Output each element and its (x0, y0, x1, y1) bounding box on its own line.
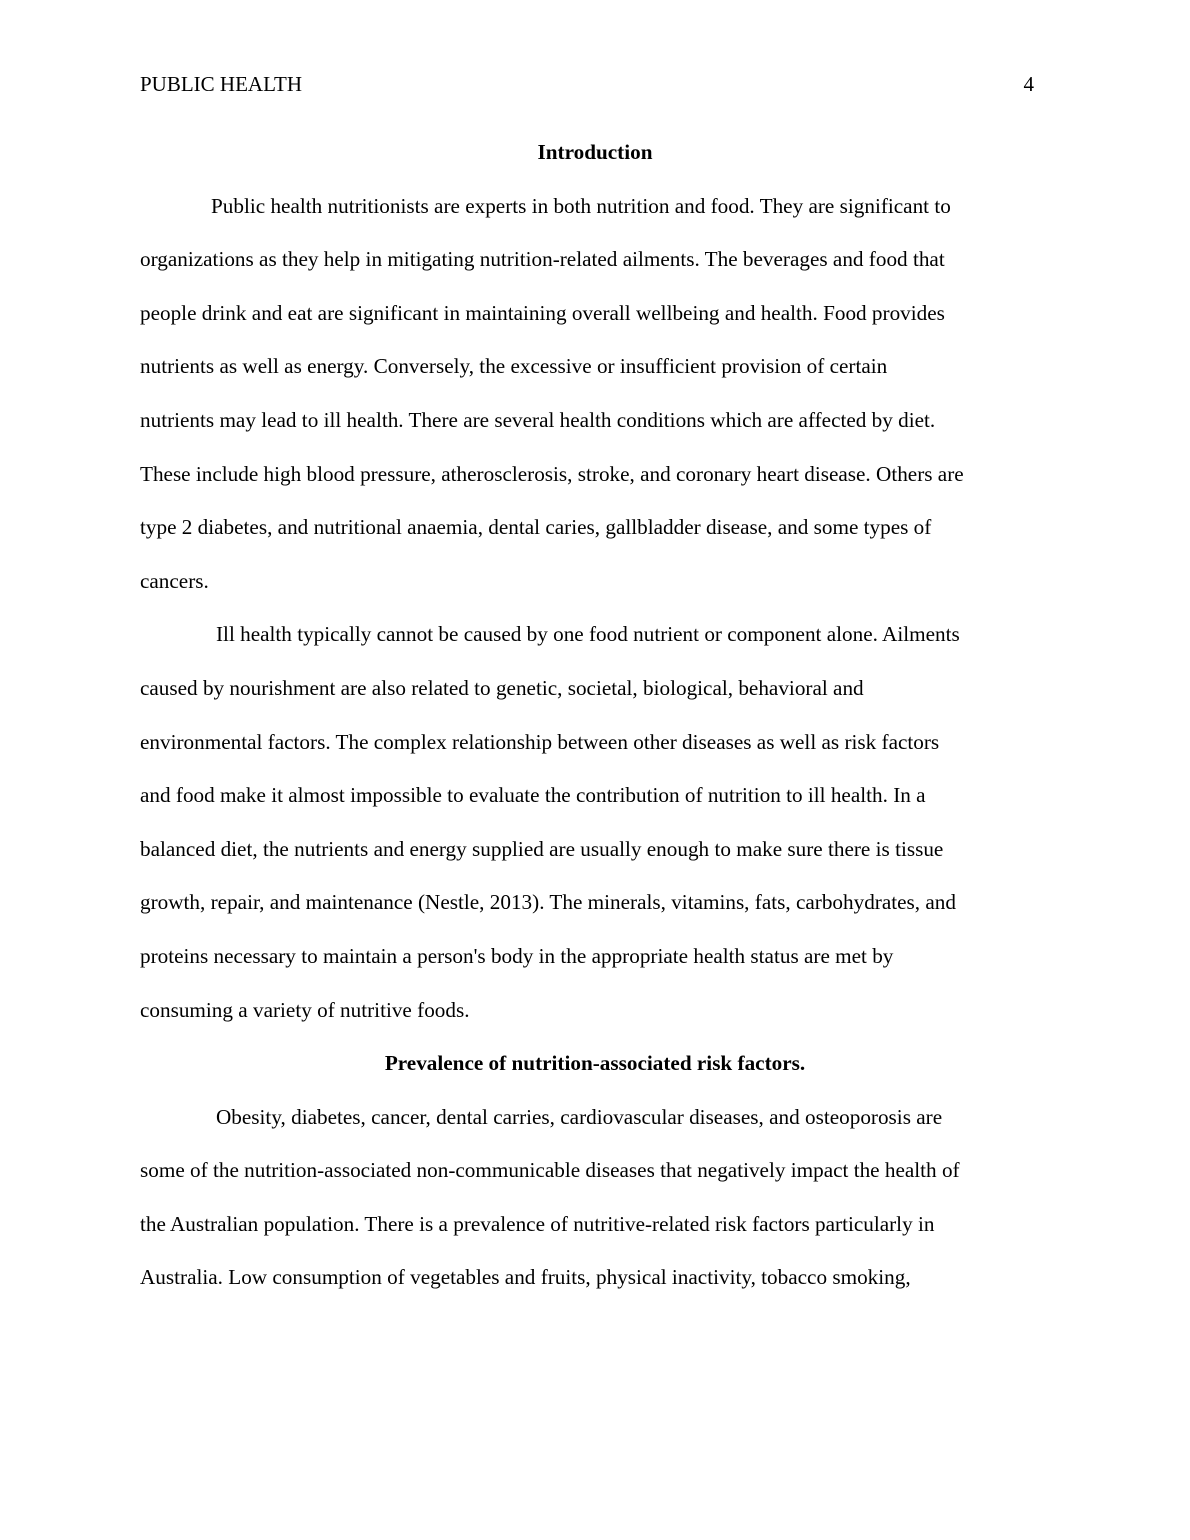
document-body (140, 126, 1050, 1305)
text-line: These include high blood pressure, atherosclerosis, stroke, and coronary heart disease. Others are (140, 461, 964, 486)
paragraph-prevalence-1 (140, 1091, 1050, 1305)
text-line: Obesity, diabetes, cancer, dental carries, cardiovascular diseases, and osteoporosis are (216, 1104, 943, 1129)
text-line: nutrients may lead to ill health. There are several health conditions which are affected by diet. (140, 407, 936, 432)
text-line: balanced diet, the nutrients and energy supplied are usually enough to make sure there is tissue (140, 836, 944, 861)
paragraph-introduction-1 (140, 180, 1050, 609)
section-heading-prevalence: Prevalence of nutrition-associated risk factors. (384, 1051, 806, 1076)
text-line: consuming a variety of nutritive foods. (140, 997, 470, 1022)
running-head: PUBLIC HEALTH (140, 72, 302, 96)
text-line: nutrients as well as energy. Conversely, the excessive or insufficient provision of certain (140, 354, 888, 379)
text-line: Ill health typically cannot be caused by one food nutrient or component alone. Ailments (216, 622, 960, 647)
section-heading-introduction: Introduction (537, 140, 653, 164)
text-line: type 2 diabetes, and nutritional anaemia, dental caries, gallbladder disease, and some types of (140, 515, 932, 540)
text-line: Public health nutritionists are experts in both nutrition and food. They are significant to (211, 193, 951, 218)
text-line: and food make it almost impossible to evaluate the contribution of nutrition to ill health. In a (140, 783, 926, 808)
text-line: growth, repair, and maintenance (Nestle, 2013). The minerals, vitamins, fats, carbohydrates, and (140, 890, 956, 915)
text-line: some of the nutrition-associated non-communicable diseases that negatively impact the health of (140, 1158, 960, 1183)
text-line: environmental factors. The complex relationship between other diseases as well as risk factors (140, 729, 940, 754)
text-line: organizations as they help in mitigating nutrition-related ailments. The beverages and food that (140, 247, 945, 272)
page-number: 4 (1023, 72, 1034, 96)
page-header (140, 70, 1034, 100)
text-line: cancers. (140, 568, 209, 593)
paragraph-introduction-2 (140, 608, 1050, 1037)
text-line: caused by nourishment are also related to genetic, societal, biological, behavioral and (140, 675, 864, 700)
text-line: people drink and eat are significant in maintaining overall wellbeing and health. Food provides (140, 300, 945, 325)
text-line: proteins necessary to maintain a person's body in the appropriate health status are met by (140, 943, 894, 968)
text-line: the Australian population. There is a prevalence of nutritive-related risk factors particularly in (140, 1211, 935, 1236)
text-line: Australia. Low consumption of vegetables and fruits, physical inactivity, tobacco smoking, (140, 1265, 911, 1290)
